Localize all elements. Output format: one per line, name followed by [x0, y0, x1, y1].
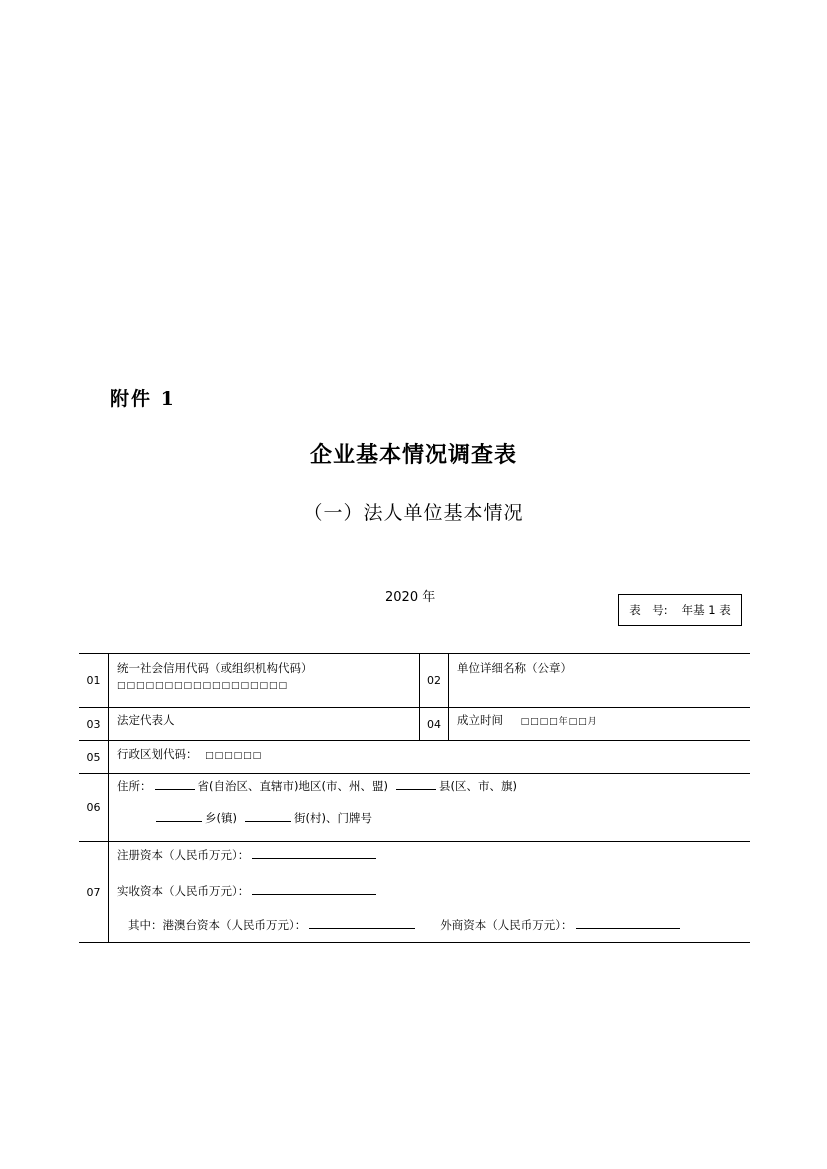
form-number-box: [618, 594, 742, 626]
registered-capital-blank[interactable]: [252, 847, 376, 859]
hmt-capital-blank[interactable]: [309, 917, 415, 929]
capital-breakdown-line: [117, 917, 742, 933]
established-field[interactable]: [449, 708, 750, 740]
credit-code-field[interactable]: [109, 654, 420, 707]
unit-name-label: 单位详细名称（公章）: [457, 661, 572, 675]
row-07: [79, 842, 750, 942]
row-number: 06: [79, 774, 109, 841]
row-number: 07: [79, 842, 109, 942]
registered-capital-label: 注册资本（人民币万元）：: [117, 848, 250, 862]
address-field: [109, 774, 750, 841]
credit-code-label: 统一社会信用代码（或组织机构代码）: [117, 661, 313, 675]
street-blank[interactable]: [245, 810, 291, 822]
established-value[interactable]: □□□□年□□月: [520, 717, 598, 727]
form-number-value: 年基 1 表: [681, 603, 731, 617]
unit-name-field[interactable]: [449, 654, 750, 707]
foreign-capital-label: 外商资本（人民币万元）：: [440, 918, 573, 932]
form-subtitle: （一）法人单位基本情况: [303, 502, 524, 524]
admin-code-label: 行政区划代码：: [117, 747, 198, 761]
row-number: 01: [79, 654, 109, 707]
row-number: 03: [79, 708, 109, 740]
paid-capital-label: 实收资本（人民币万元）：: [117, 884, 250, 898]
form-title: 企业基本情况调查表: [309, 442, 517, 468]
township-blank[interactable]: [156, 810, 202, 822]
capital-field: [109, 842, 750, 942]
legal-entity-form: [79, 653, 750, 943]
address-line-2: [117, 810, 742, 826]
legal-rep-label: 法定代表人: [117, 713, 175, 727]
attachment-label: 附件 1: [110, 388, 176, 410]
county-blank[interactable]: [396, 778, 436, 790]
paid-capital-blank[interactable]: [252, 883, 376, 895]
address-line-1: [117, 778, 742, 794]
county-label: 县(区、市、旗): [438, 779, 517, 793]
prefecture-label: 地区(市、州、盟): [298, 779, 388, 793]
township-label: 乡(镇): [205, 811, 237, 825]
province-blank[interactable]: [155, 778, 195, 790]
row-number: 02: [420, 654, 449, 707]
credit-code-boxes[interactable]: □□□□□□□□□□□□□□□□□□: [117, 681, 289, 691]
survey-year: 2020 年: [385, 590, 436, 605]
row-number: 05: [79, 741, 109, 773]
row-03-04: [79, 708, 750, 741]
established-label: 成立时间: [457, 713, 503, 727]
hmt-capital-label: 其中：港澳台资本（人民币万元）：: [128, 918, 307, 932]
street-label: 街(村)、门牌号: [293, 811, 372, 825]
legal-rep-field[interactable]: [109, 708, 420, 740]
province-label: 省(自治区、直辖市): [197, 779, 299, 793]
row-number: 04: [420, 708, 449, 740]
form-number-label: 表 号:: [629, 603, 668, 617]
admin-code-field[interactable]: [109, 741, 750, 773]
row-05: [79, 741, 750, 774]
row-06: [79, 774, 750, 842]
row-01-02: [79, 654, 750, 708]
admin-code-boxes[interactable]: □□□□□□: [205, 751, 263, 761]
foreign-capital-blank[interactable]: [576, 917, 680, 929]
paid-capital-line: [117, 883, 742, 899]
registered-capital-line: [117, 847, 742, 863]
address-label: 住所：: [117, 779, 152, 793]
